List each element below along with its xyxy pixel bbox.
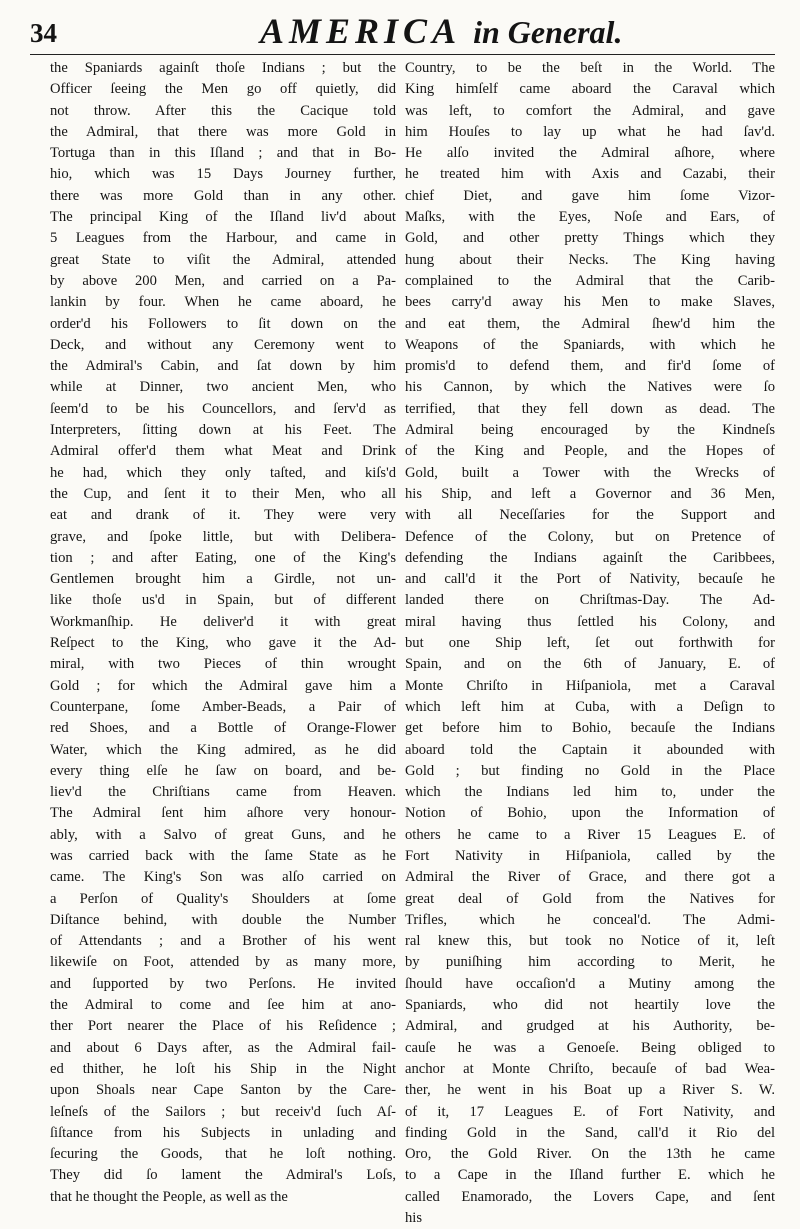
text-line: and call'd it the Port of Nativity, becauſe he [405,571,775,588]
header-rule [30,54,775,55]
running-head-main: AMERICA [260,11,460,51]
text-line: Gold, and other pretty Things which they [405,230,775,247]
text-line: The Admiral ſent him aſhore very honour- [50,805,396,822]
text-line: He alſo invited the Admiral aſhore, where [405,145,775,162]
text-line: while at Dinner, two ancient Men, who [50,379,396,396]
text-line: Defence of the Colony, but on Pretence of [405,528,775,545]
text-line: Deck, and without any Ceremony went to [50,336,396,353]
text-line: Maſks, with the Eyes, Noſe and Ears, of [405,209,775,226]
text-line: leſneſs of the Sailors ; but receiv'd ſuch Aſ- [50,1103,396,1120]
text-line: chief Diet, and gave him ſome Vizor- [405,187,775,204]
text-line: the Cup, and ſent it to their Men, who all [50,485,396,502]
text-line: there was more Gold than in any other. [50,187,396,204]
text-line: defending the Indians againſt the Caribbees, [405,549,775,566]
text-line: was left, to comfort the Admiral, and gave [405,102,775,119]
text-line: Gold ; but finding no Gold in the Place [405,762,775,779]
text-line: the Admiral's Cabin, and ſat down by him [50,358,396,375]
text-line: of Attendants ; and a Brother of his went [50,933,396,950]
text-line: great deal of Gold from the Natives for [405,890,775,907]
text-line: of it, 17 Leagues E. of Fort Nativity, and [405,1103,775,1120]
text-line: They did ſo lament the Admiral's Loſs, [50,1167,396,1184]
text-line: finding Gold in the Sand, call'd it Rio del [405,1124,775,1141]
left-column [50,58,396,1208]
text-line: Diſtance behind, with double the Number [50,911,396,928]
text-line: that he thought the People, as well as the [50,1188,288,1205]
text-line: his Cannon, by which the Natives were ſo [405,379,775,396]
text-line: Admiral offer'd them what Meat and Drink [50,443,396,460]
text-line: ed thither, he loſt his Ship in the Night [50,1060,396,1077]
text-line: hio, which was 15 Days Journey further, [50,166,396,183]
text-line: great State to viſit the Admiral, attended [50,251,396,268]
text-line: miral, with two Pieces of thin wrought [50,656,396,673]
text-line: The principal King of the Iſland liv'd about [50,209,396,226]
text-line: Interpreters, ſitting down at his Feet. The [50,422,396,439]
text-line: to a Cape in the Iſland further E. which he [405,1167,775,1184]
text-line: and about 6 Days after, as the Admiral fail- [50,1039,396,1056]
text-line: by puniſhing him according to Merit, he [405,954,775,971]
running-head-sub: in General. [473,14,623,50]
text-line: miral having thus ſettled his Colony, and [405,613,775,630]
text-line: eat and drank of it. They were very [50,507,396,524]
text-line: aboard told the Captain it abounded with [405,741,775,758]
text-line: like thoſe us'd in Spain, but of different [50,592,396,609]
text-line: 5 Leagues from the Harbour, and came in [50,230,396,247]
text-line: of the King and People, and the Hopes of [405,443,775,460]
text-line: Water, which the King admired, as he did [50,741,396,758]
text-line: Oro, the Gold River. On the 13th he came [405,1146,775,1163]
text-line: his Ship, and left a Governor and 36 Men, [405,485,775,502]
text-line: Counterpane, ſome Amber-Beads, a Pair of [50,698,396,715]
text-line: Admiral, and grudged at his Authority, be- [405,1018,775,1035]
text-line: order'd his Followers to ſit down on the [50,315,396,332]
text-line: Gold, built a Tower with the Wrecks of [405,464,775,481]
text-line: a Perſon of Quality's Shoulders at ſome [50,890,396,907]
text-line: ther, he went in his Boat up a River S. W. [405,1082,775,1099]
text-line: which left him at Cuba, with a Deſign to [405,698,775,715]
text-line: King himſelf came aboard the Caraval which [405,81,775,98]
text-line: with all Neceſſaries for the Support and [405,507,775,524]
text-line: Admiral being encouraged by the Kindneſs [405,422,775,439]
text-line: bees carry'd away his Men to make Slaves, [405,294,775,311]
text-line: tion ; and after Eating, one of the King's [50,549,396,566]
text-line: Notion of Bohio, upon the Information of [405,805,775,822]
text-line: Weapons of the Spaniards, with which he [405,336,775,353]
text-line: terrified, that they fell down as dead. The [405,400,775,417]
text-line: promis'd to defend them, and fir'd ſome of [405,358,775,375]
text-line: Spaniards, who did not heartily love the [405,997,775,1014]
text-line: not throw. After this the Cacique told [50,102,396,119]
text-line: Reſpect to the King, who gave it the Ad- [50,635,396,652]
text-line: but one Ship left, ſet out forthwith for [405,635,775,652]
text-line: Workmanſhip. He deliver'd it with great [50,613,396,630]
text-line: came. The King's Son was alſo carried on [50,869,396,886]
text-line: Officer ſeeing the Men go off quietly, did [50,81,396,98]
right-column [405,58,775,1229]
text-line: Monte Chriſto in Hiſpaniola, met a Caraval [405,677,775,694]
text-line: was carried back with the ſame State as he [50,847,396,864]
text-line: Admiral the River of Grace, and there got a [405,869,775,886]
text-line: liev'd the Chriſtians came from Heaven. [50,784,396,801]
text-line: Fort Nativity in Hiſpaniola, called by the [405,847,775,864]
text-line: every thing elſe he ſaw on board, and be- [50,762,396,779]
text-line: him Houſes to lay up what he had ſav'd. [405,123,775,140]
text-line: he treated him with Axis and Cazabi, their [405,166,775,183]
text-line: hung about their Necks. The King having [405,251,775,268]
text-line: ably, with a Salvo of great Guns, and he [50,826,396,843]
text-line: complained to the Admiral that the Carib- [405,272,775,289]
text-line: the Admiral to come and ſee him at ano- [50,997,396,1014]
text-line: by above 200 Men, and carried on a Pa- [50,272,396,289]
text-line: ther Port nearer the Place of his Reſidence ; [50,1018,396,1035]
text-line: Gentlemen brought him a Girdle, not un- [50,571,396,588]
text-line: upon Shoals near Cape Santon by the Care- [50,1082,396,1099]
text-line: ſhould have occaſion'd a Mutiny among the [405,975,775,992]
text-line: called Enamorado, the Lovers Cape, and ſent [405,1188,775,1205]
text-line: get before him to Bohio, becauſe the Indians [405,720,775,737]
text-line: ſecuring the Goods, that he loſt nothing. [50,1146,396,1163]
text-line: and eat them, the Admiral ſhew'd him the [405,315,775,332]
text-line: which the Indians led him to, under the [405,784,775,801]
text-line: the Spaniards againſt thoſe Indians ; but the [50,60,396,76]
text-line: ſeem'd to be his Councellors, and ſerv'd as [50,400,396,417]
text-line: Country, to be the beſt in the World. The [405,60,775,76]
text-line: his [405,1210,423,1227]
text-line: he had, which they only taſted, and kiſs'd [50,464,396,481]
text-line: likewiſe on Foot, attended by as many more, [50,954,396,971]
text-line: ſiſtance from his Subjects in unlading and [50,1124,396,1141]
text-line: Trifles, which he conceal'd. The Admi- [405,911,775,928]
text-line: landed there on Chriſtmas-Day. The Ad- [405,592,775,609]
text-line: Gold ; for which the Admiral gave him a [50,677,396,694]
text-line: red Shoes, and a Bottle of Orange-Flower [50,720,396,737]
text-line: cauſe he was a Genoeſe. Being obliged to [405,1039,775,1056]
text-line: ral knew this, but took no Notice of it, leſt [405,933,775,950]
text-line: others he came to a River 15 Leagues E. of [405,826,775,843]
text-line: grave, and ſpoke little, but with Delibera- [50,528,396,545]
text-line: the Admiral, that there was more Gold in [50,123,396,140]
page-header [30,10,770,54]
text-line: Tortuga than in this Iſland ; and that in Bo- [50,145,396,162]
text-line: lankin by four. When he came aboard, he [50,294,396,311]
text-line: and ſupported by two Perſons. He invited [50,975,396,992]
running-head [260,10,622,52]
text-line: anchor at Monte Chriſto, becauſe of bad Wea- [405,1060,775,1077]
text-line: Spain, and on the 6th of January, E. of [405,656,775,673]
page-number: 34 [30,18,57,48]
